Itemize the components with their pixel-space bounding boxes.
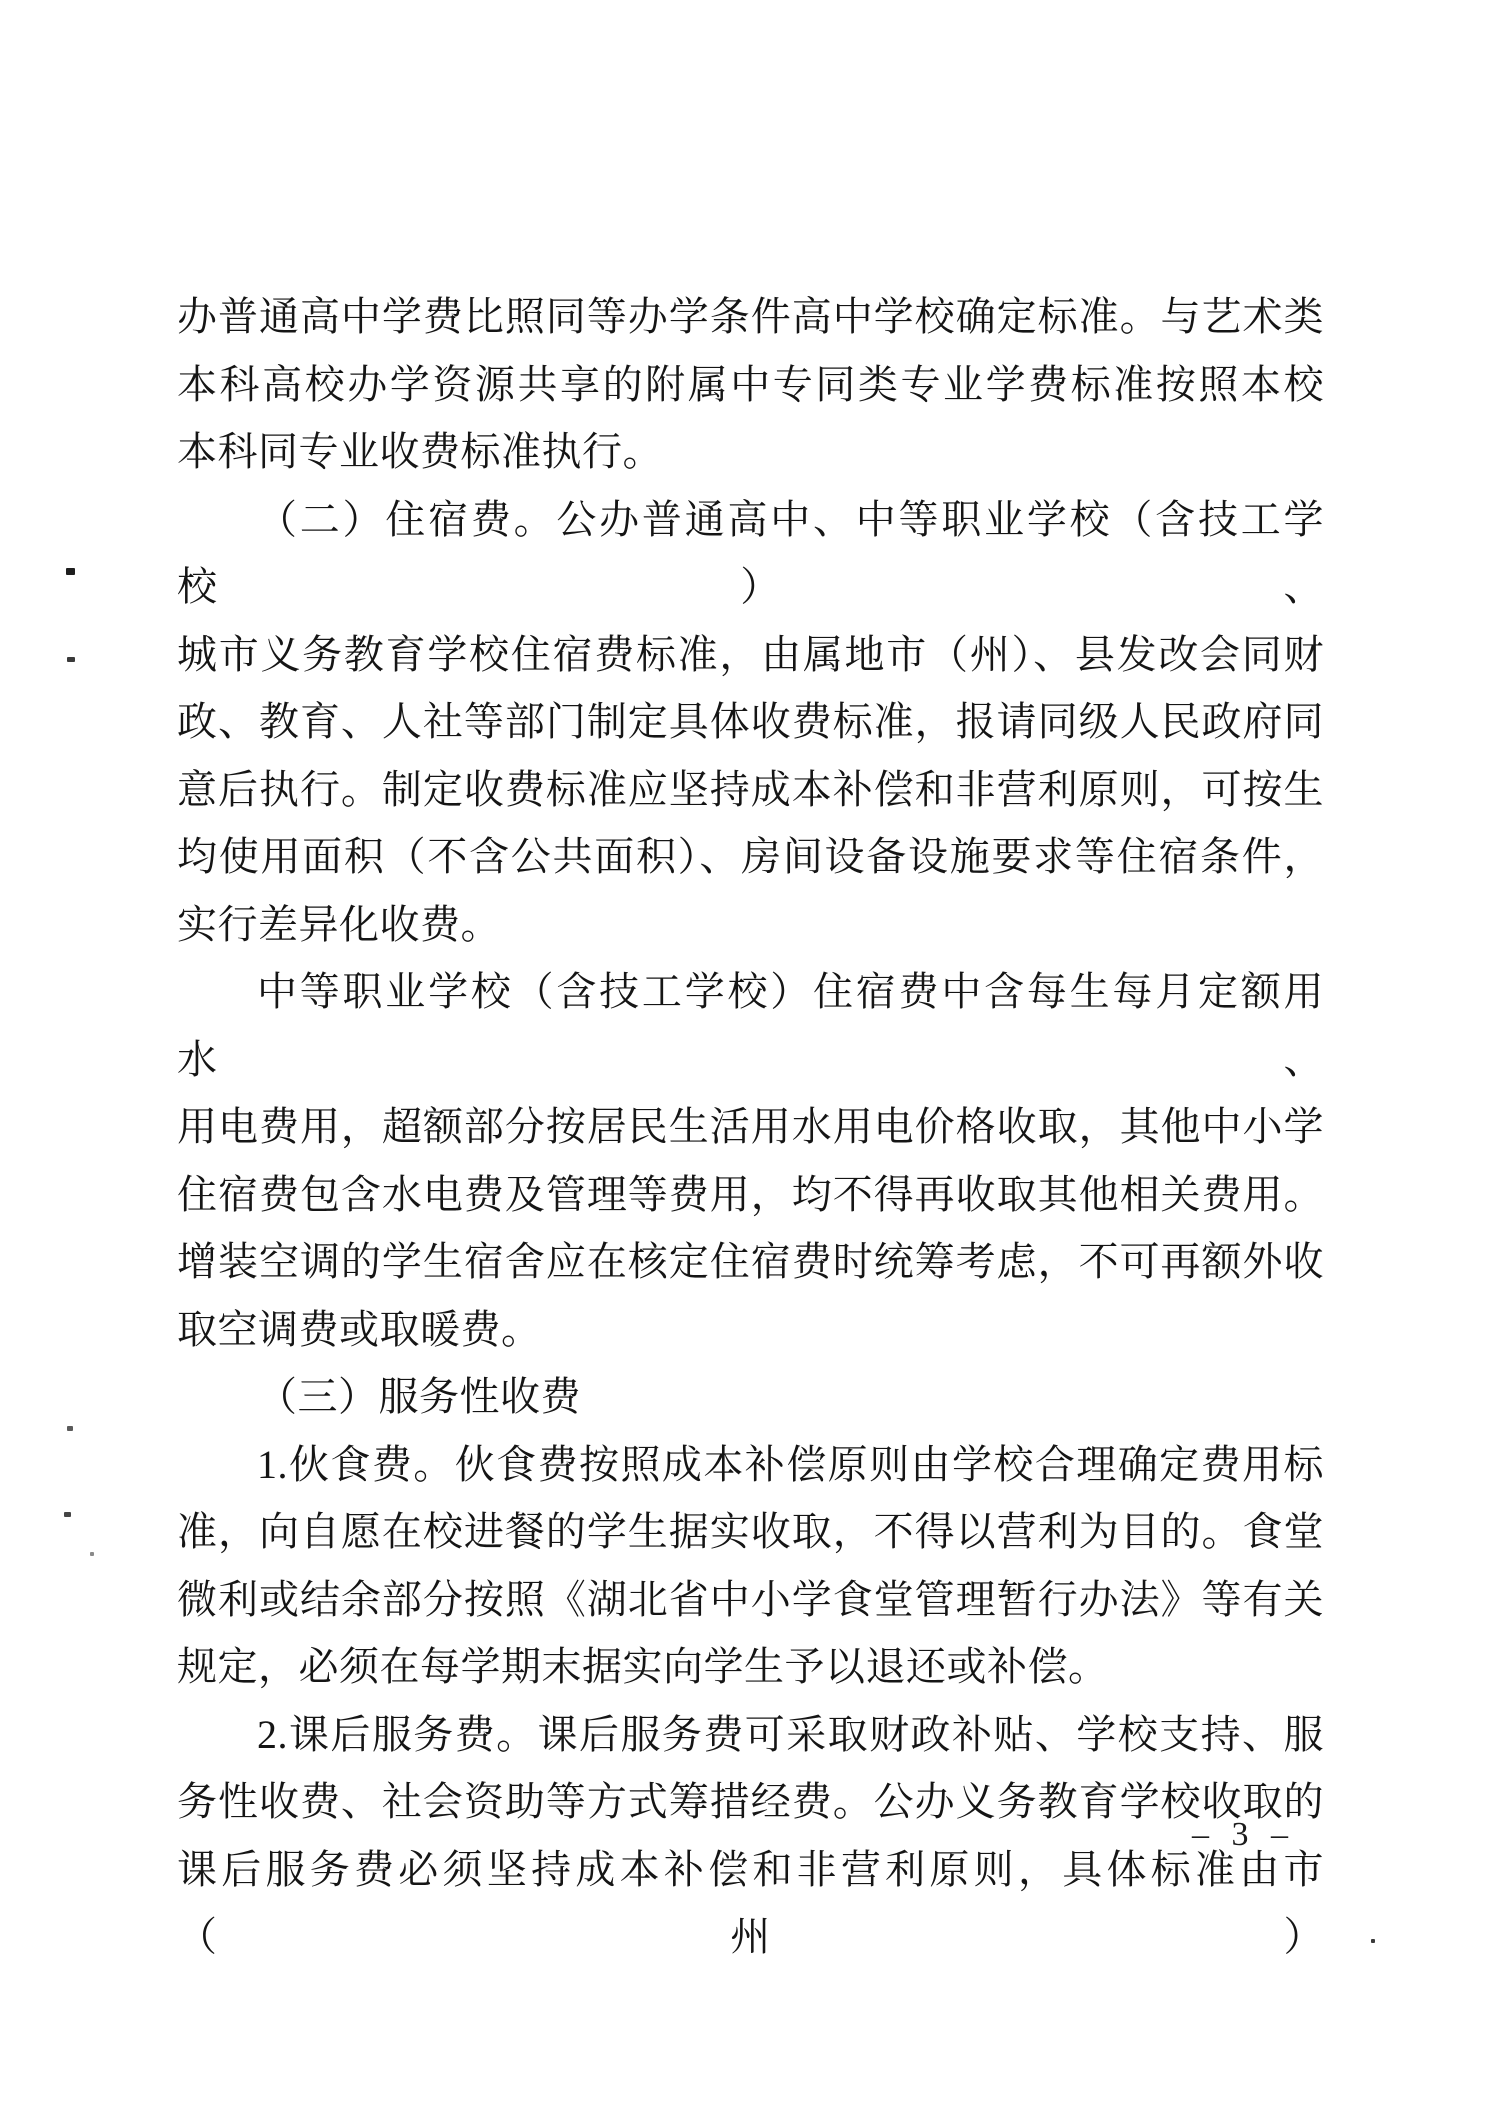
scan-speck [67,657,75,662]
scan-speck [66,568,75,575]
document-body [177,283,1324,1971]
text-line: 1.伙食费。伙食费按照成本补偿原则由学校合理确定费用标 [257,1441,1324,1487]
scan-speck [64,1512,71,1517]
text-line: 课后服务费必须坚持成本补偿和非营利原则，具体标准由市（州） [177,1846,1324,1959]
text-line: 均使用面积（不含公共面积）、房间设备设施要求等住宿条件， [177,834,1324,879]
scan-speck [1371,1939,1375,1943]
text-line: 本科高校办学资源共享的附属中专同类专业学费标准按照本校 [177,361,1324,407]
text-line: 规定，必须在每学期末据实向学生予以退还或补偿。 [177,1644,1109,1689]
page-number: – 3 – [1192,1816,1295,1853]
scan-speck [67,1426,73,1431]
text-line: 2.课后服务费。课后服务费可采取财政补贴、学校支持、服 [257,1711,1324,1757]
text-line: 微利或结余部分按照《湖北省中小学食堂管理暂行办法》等有关 [177,1576,1324,1622]
text-line: 住宿费包含水电费及管理等费用，均不得再收取其他相关费用。 [177,1171,1324,1217]
text-line: 本科同专业收费标准执行。 [177,429,663,474]
text-line: 务性收费、社会资助等方式筹措经费。公办义务教育学校收取的 [177,1779,1324,1824]
text-line: （三）服务性收费 [257,1374,581,1419]
text-line: 增装空调的学生宿舍应在核定住宿费时统筹考虑，不可再额外收 [177,1239,1324,1284]
text-line: 政、教育、人社等部门制定具体收费标准，报请同级人民政府同 [177,699,1324,744]
text-line: 意后执行。制定收费标准应坚持成本补偿和非营利原则，可按生 [177,766,1324,812]
text-line: 取空调费或取暖费。 [177,1306,542,1352]
scan-speck [90,1552,94,1556]
text-line: 办普通高中学费比照同等办学条件高中学校确定标准。与艺术类 [177,294,1324,339]
text-line: （二）住宿费。公办普通高中、中等职业学校（含技工学校）、 [177,496,1324,609]
text-line: 准，向自愿在校进餐的学生据实收取，不得以营利为目的。食堂 [177,1509,1324,1554]
text-line: 实行差异化收费。 [177,901,501,947]
text-line: 用电费用，超额部分按居民生活用水用电价格收取，其他中小学 [177,1104,1324,1149]
text-line: 城市义务教育学校住宿费标准，由属地市（州）、县发改会同财 [177,631,1324,677]
text-line: 中等职业学校（含技工学校）住宿费中含每生每月定额用水、 [177,969,1324,1082]
